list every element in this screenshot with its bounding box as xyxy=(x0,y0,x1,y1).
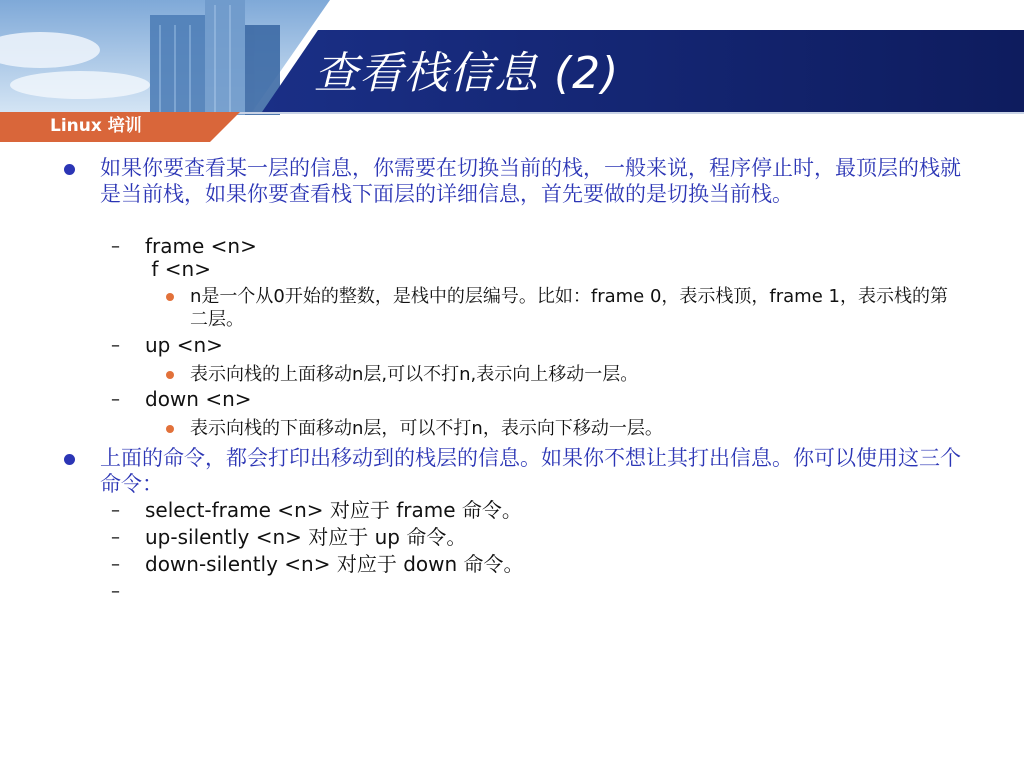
bullet-dot-icon xyxy=(166,293,174,301)
note-text: n是一个从0开始的整数，是栈中的层编号。比如：frame 0，表示栈顶，frame 1，表示栈的第二层。 xyxy=(190,286,948,330)
dash-icon: – xyxy=(111,527,120,548)
dash-icon: – xyxy=(111,236,120,257)
note-text: 表示向栈的下面移动n层，可以不打n，表示向下移动一层。 xyxy=(190,418,663,439)
bullet-text: 上面的命令，都会打印出移动到的栈层的信息。如果你不想让其打出信息。你可以使用这三个命令： xyxy=(100,446,961,496)
bullet-dot-icon xyxy=(64,164,75,175)
bullet-text: 如果你要查看某一层的信息，你需要在切换当前的栈，一般来说，程序停止时，最顶层的栈就是当前栈，如果你要查看栈下面层的详细信息，首先要做的是切换当前栈。 xyxy=(100,156,961,206)
sub-item-text: up-silently <n> 对应于 up 命令。 xyxy=(145,525,467,549)
slide-title: 查看栈信息 (2) xyxy=(314,48,620,99)
sub-item-text: down <n> xyxy=(145,387,252,411)
dash-icon: – xyxy=(111,554,120,575)
sub-item-text: up <n> xyxy=(145,333,223,357)
slide-header xyxy=(0,0,1024,142)
dash-icon: – xyxy=(111,335,120,356)
sub-item-text: select-frame <n> 对应于 frame 命令。 xyxy=(145,498,522,522)
brand-label: Linux 培训 xyxy=(50,116,142,136)
bullet-dot-icon xyxy=(166,371,174,379)
bullet-dot-icon xyxy=(166,425,174,433)
note-text: 表示向栈的上面移动n层,可以不打n,表示向上移动一层。 xyxy=(190,364,639,385)
dash-icon: – xyxy=(111,389,120,410)
bullet-dot-icon xyxy=(64,454,75,465)
sub-item-text: frame <n> f <n> xyxy=(145,234,257,281)
dash-icon: – xyxy=(111,581,120,602)
sub-item-text: down-silently <n> 对应于 down 命令。 xyxy=(145,552,524,576)
dash-icon: – xyxy=(111,500,120,521)
